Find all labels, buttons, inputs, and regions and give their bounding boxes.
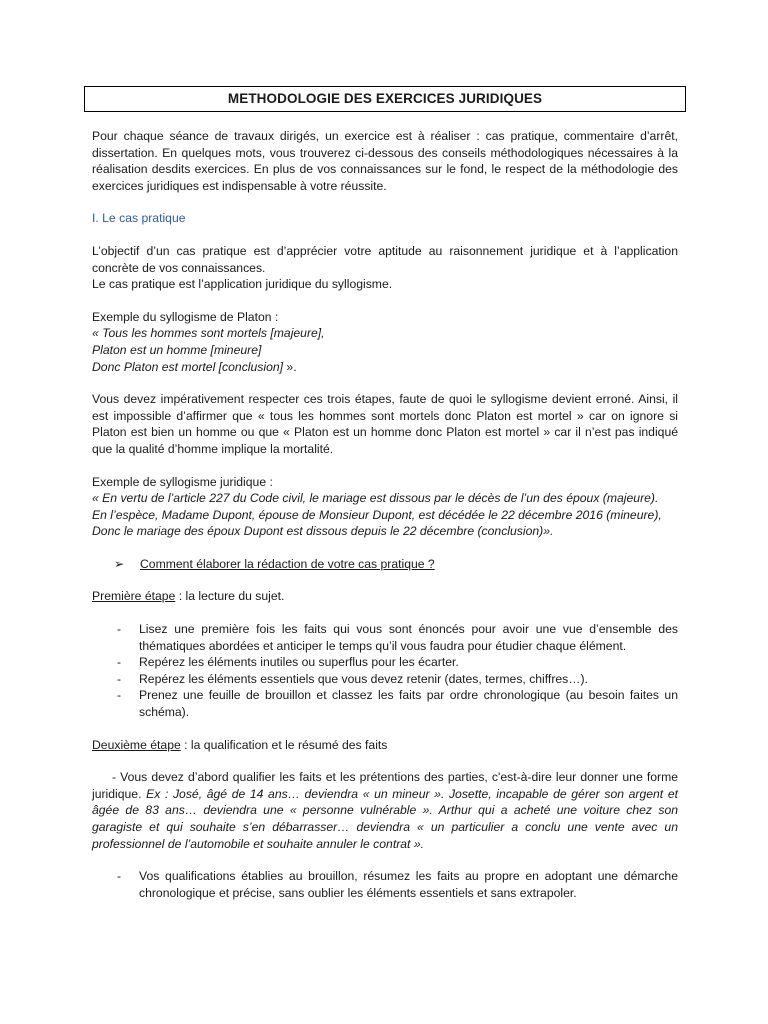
dash-bullet: -	[117, 671, 122, 686]
list-item	[92, 621, 678, 654]
list-item	[92, 868, 678, 901]
list-item-text: Lisez une première fois les faits qui vous sont énoncés pour avoir une vue d’ensemble des thématiques abordées et anticiper le temps qu’il vous faudra pour étudier chaque élément.	[139, 622, 678, 653]
platon-heading: Exemple du syllogisme de Platon :	[92, 309, 279, 324]
platon-line-3-end: ».	[283, 359, 297, 374]
step2-heading	[92, 737, 678, 754]
step1-list	[92, 621, 678, 721]
objective-paragraph: L’objectif d’un cas pratique est d’apprécier votre aptitude au raisonnement juridique et à l’application concrète de vos connaissances.	[92, 243, 678, 275]
legal-line-3: Donc le mariage des époux Dupont est dissous depuis le 22 décembre (conclusion)».	[92, 524, 554, 539]
arrow-bullet-icon: ➢	[114, 556, 125, 571]
platon-line-3-text: Donc Platon est mortel [conclusion]	[92, 359, 284, 374]
intro-paragraph: Pour chaque séance de travaux dirigés, un exercice est à réaliser : cas pratique, commentaire d’arrêt, dissertation. En quelques mots, vous trouverez ci-dessous des conseils méthodologiques nécessaires à la réalisation desdits exercices. En plus de vos connaissances sur le fond, le respect de la méthodologie des exercices juridiques est indispensable à votre réussite.	[92, 129, 678, 193]
step2-paragraph	[92, 769, 678, 852]
platon-line-3	[92, 359, 678, 376]
step2-rest: : la qualification et le résumé des faits	[180, 737, 388, 752]
legal-heading: Exemple de syllogisme juridique :	[92, 474, 273, 489]
how-to-text: Comment élaborer la rédaction de votre cas pratique ?	[140, 556, 435, 571]
list-item-text: Vos qualifications établies au brouillon, résumez les faits au propre en adoptant une démarche chronologique et précise, sans oublier les éléments essentiels et sans extrapoler.	[139, 869, 678, 900]
dash-bullet: -	[117, 869, 122, 884]
syllogism-line: Le cas pratique est l’application juridique du syllogisme.	[92, 277, 393, 292]
dash-bullet: -	[117, 688, 122, 703]
step1-label: Première étape	[92, 589, 176, 604]
dash-bullet: -	[117, 655, 122, 670]
list-item	[92, 687, 678, 720]
step2-paragraph-start: - Vous devez d’abord qualifier les faits et les prétentions des parties, c'est-à-dire leur donner une forme juridique.	[92, 770, 678, 801]
step2-label: Deuxième étape	[92, 737, 181, 752]
legal-line-2: En l’espèce, Madame Dupont, épouse de Monsieur Dupont, est décédée le 22 décembre 2016 (mineure),	[92, 507, 662, 522]
platon-line-1: « Tous les hommes sont mortels [majeure],	[92, 326, 325, 341]
platon-line-2: Platon est un homme [mineure]	[92, 342, 262, 357]
list-item-text: Repérez les éléments inutiles ou superflus pour les écarter.	[139, 655, 459, 670]
step1-heading	[92, 588, 678, 605]
objective-block	[92, 243, 678, 293]
document-title	[84, 86, 686, 112]
list-item-text: Repérez les éléments essentiels que vous devez retenir (dates, termes, chiffres…).	[139, 671, 588, 686]
warning-paragraph: Vous devez impérativement respecter ces trois étapes, faute de quoi le syllogisme devient erroné. Ainsi, il est impossible d’affirmer que « tous les hommes sont mortels donc Platon est mortel » car on ignore si Platon est bien un homme ou que « Platon est un homme donc Platon est mortel » car il n’est pas indiqué que la qualité d’homme implique la mortalité.	[92, 392, 678, 456]
section-heading-cas-pratique: I. Le cas pratique	[92, 211, 186, 226]
dash-bullet: -	[117, 622, 122, 637]
document-title-text: METHODOLOGIE DES EXERCICES JURIDIQUES	[227, 90, 543, 106]
document-page	[92, 86, 678, 901]
legal-line-1: « En vertu de l’article 227 du Code civil, le mariage est dissous par le décès de l’un des époux (majeure).	[92, 491, 659, 506]
platon-example	[92, 309, 678, 375]
list-item	[92, 671, 678, 688]
list-item	[92, 654, 678, 671]
legal-example	[92, 474, 678, 540]
list-item-text: Prenez une feuille de brouillon et classez les faits par ordre chronologique (au besoin faites un schéma).	[139, 688, 678, 720]
how-to-heading	[92, 556, 678, 573]
step1-rest: : la lecture du sujet.	[175, 589, 285, 604]
step2-paragraph-example: Ex : José, âgé de 14 ans… deviendra « un mineur ». Josette, incapable de gérer son argent et âgée de 83 ans… deviendra une « personne vulnérable ». Arthur qui a acheté une voiture chez son garagiste et qui souhaite s’en débarrasser… deviendra « un particulier a conclu une vente avec un professionnel de l’automobile et souhaite annuler le contrat ».	[92, 786, 678, 851]
step2-list	[92, 868, 678, 901]
